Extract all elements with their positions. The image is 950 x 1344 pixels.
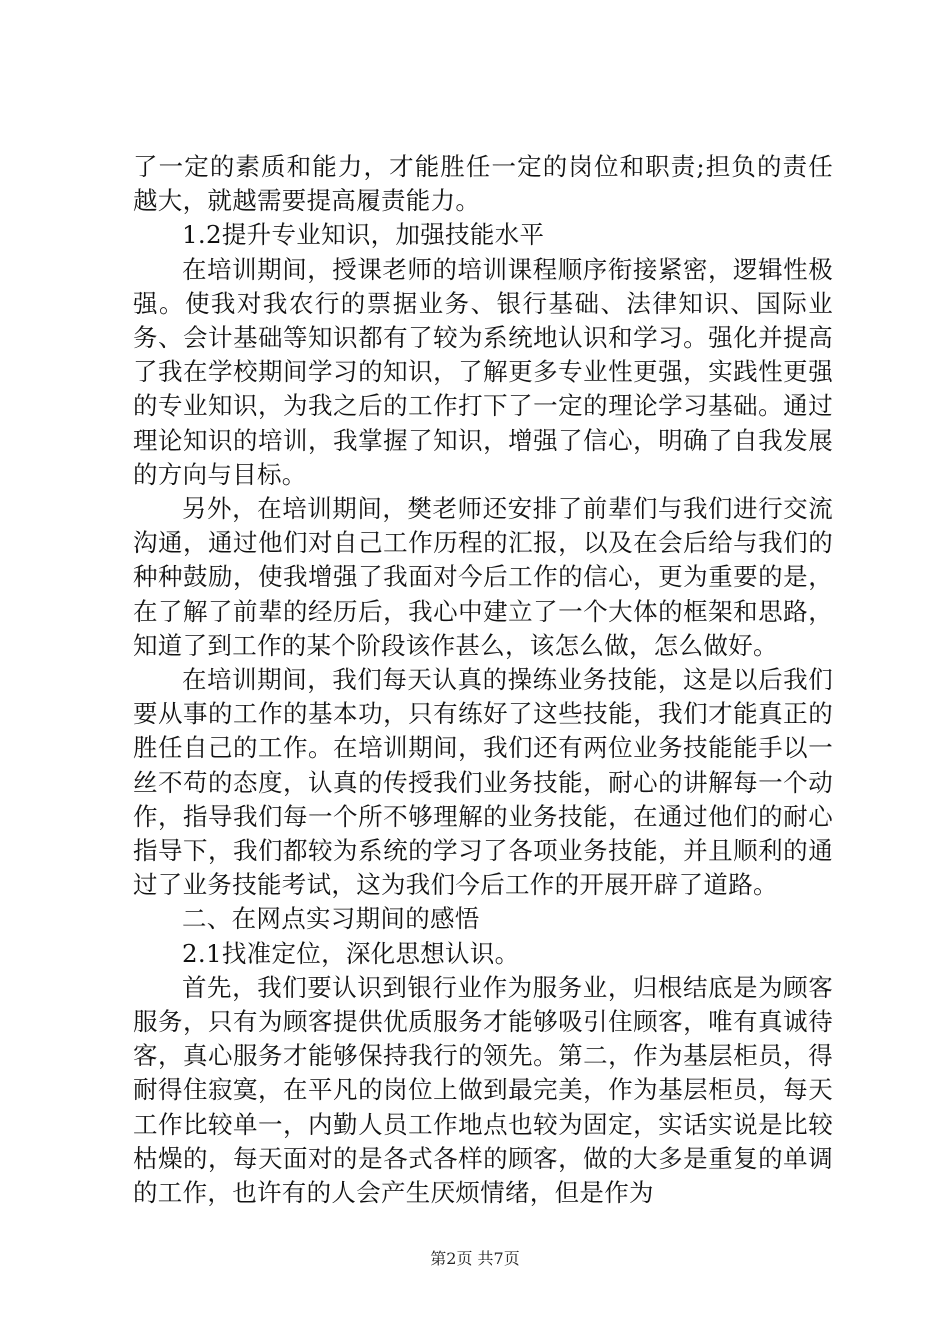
paragraph-positioning: 首先，我们要认识到银行业作为服务业，归根结底是为顾客服务，只有为顾客提供优质服务才能够吸引住顾客，唯有真诚待客，真心服务才能够保持我行的领先。第二，作为基层柜员，得耐得住寂寞，在平凡的岗位上做到最完美，作为基层柜员，每天工作比较单一，内勤人员工作地点也较为固定，实话实说是比较枯燥的，每天面对的是各式各样的顾客，做的大多是重复的单调的工作，也许有的人会产生厌烦情绪，但是作为 [133,972,833,1208]
page-number-footer: 第2页 共7页 [430,1249,520,1268]
section-heading-2-1: 2.1找准定位，深化思想认识。 [182,938,520,968]
paragraph-training-courses: 在培训期间，授课老师的培训课程顺序衔接紧密，逻辑性极强。使我对我农行的票据业务、银行基础、法律知识、国际业务、会计基础等知识都有了较为系统地认识和学习。强化并提高了我在学校期间学习的知识，了解更多专业性更强，实践性更强的专业知识，为我之后的工作打下了一定的理论学习基础。通过理论知识的培训，我掌握了知识，增强了信心，明确了自我发展的方向与目标。 [133,254,833,489]
paragraph-senior-exchange: 另外，在培训期间，樊老师还安排了前辈们与我们进行交流沟通，通过他们对自己工作历程的汇报，以及在会后给与我们的种种鼓励，使我增强了我面对今后工作的信心，更为重要的是，在了解了前辈的经历后，我心中建立了一个大体的框架和思路，知道了到工作的某个阶段该作甚么，该怎么做，怎么做好。 [133,494,833,660]
section-heading-1-2: 1.2提升专业知识，加强技能水平 [182,220,545,250]
document-body [133,150,833,1210]
paragraph-continuation: 了一定的素质和能力，才能胜任一定的岗位和职责;担负的责任越大，就越需要提高履责能力。 [133,152,833,216]
paragraph-skill-practice: 在培训期间，我们每天认真的操练业务技能，这是以后我们要从事的工作的基本功，只有练好了这些技能，我们才能真正的胜任自己的工作。在培训期间，我们还有两位业务技能能手以一丝不苟的态度，认真的传授我们业务技能，耐心的讲解每一个动作，指导我们每一个所不够理解的业务技能，在通过他们的耐心指导下，我们都较为系统的学习了各项业务技能，并且顺利的通过了业务技能考试，这为我们今后工作的开展开辟了道路。 [133,665,833,900]
section-heading-2: 二、在网点实习期间的感悟 [182,904,480,934]
